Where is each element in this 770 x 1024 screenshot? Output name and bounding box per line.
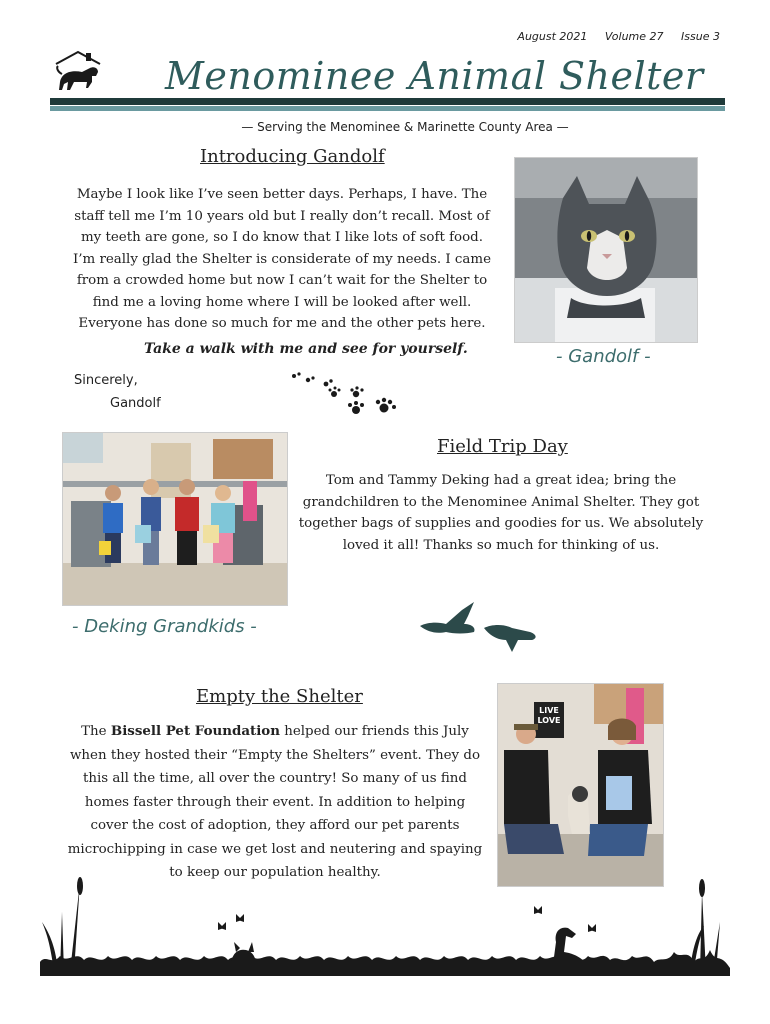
grandkids-caption: - Deking Grandkids - (72, 616, 257, 637)
story-line: I’m really glad the Shelter is considerate of my needs. I came (72, 251, 492, 267)
masthead-tagline: — Serving the Menominee & Marinette County Area — (241, 120, 569, 134)
story-line: from a crowded home but now I can’t wait for the Shelter to (76, 273, 488, 288)
signoff-sincerely: Sincerely, (74, 373, 138, 388)
signoff-name: Gandolf (110, 396, 161, 411)
gandolf-story (62, 184, 502, 335)
story-line: grandchildren to the Menominee Animal Shelter. They got (302, 494, 700, 510)
story-line: this all the time, all over the country! So many of us find (83, 771, 467, 786)
story-line: Tom and Tammy Deking had a great idea; bring the (325, 473, 677, 488)
empty-shelter-heading: Empty the Shelter (196, 686, 363, 707)
bissell-foundation-name: Bissell Pet Foundation (110, 723, 280, 739)
story-line: together bags of supplies and goodies for us. We absolutely (298, 516, 704, 531)
masthead-title: Menominee Animal Shelter (165, 54, 704, 98)
masthead-rule-dark (50, 98, 725, 105)
story-lead: The (81, 724, 111, 739)
gandolf-caption: - Gandolf - (556, 346, 651, 367)
story-line: staff tell me I’m 10 years old but I really don’t recall. Most of (74, 208, 490, 224)
story-line: homes faster through their event. In addition to helping (84, 794, 466, 810)
issue-date: August 2021 (517, 30, 588, 43)
story-line: to keep our population healthy. (169, 865, 381, 880)
issue-volume: Volume 27 (604, 30, 664, 43)
grandkids-photo (62, 432, 288, 606)
live-love-sign: LIVE LOVE (537, 706, 561, 725)
empty-shelter-story (60, 720, 490, 885)
adoption-photo (497, 683, 664, 887)
flying-ducks-icon (418, 600, 542, 656)
field-trip-heading: Field Trip Day (437, 436, 568, 457)
grass-silhouette-footer (40, 872, 730, 982)
gandolf-callout: Take a walk with me and see for yourself. (144, 341, 468, 357)
masthead-rule-light (50, 106, 725, 111)
story-line: my teeth are gone, so I do know that I like lots of soft food. (80, 230, 483, 245)
story-line: loved it all! Thanks so much for thinking of us. (342, 537, 660, 553)
paw-prints-icon (286, 368, 406, 420)
issue-number: Issue 3 (681, 30, 720, 43)
story-line: cover the cost of adoption, they afford our pet parents (90, 818, 460, 833)
issue-info (503, 30, 720, 43)
field-trip-story (292, 470, 710, 556)
adoption-scene (498, 684, 663, 886)
story-line: when they hosted their “Empty the Shelters” event. They do (69, 747, 481, 763)
story-line: Maybe I look like I’ve seen better days. Perhaps, I have. The (76, 187, 488, 202)
story-line: Everyone has done so much for me and the other pets here. (78, 316, 486, 331)
story-lead-rest: helped our friends this July (279, 724, 469, 739)
gandolf-heading: Introducing Gandolf (200, 146, 385, 167)
story-line: find me a loving home where I will be looked after well. (92, 294, 472, 310)
house-dog-logo-icon (52, 48, 104, 96)
gandolf-photo (514, 157, 698, 343)
story-line (60, 720, 490, 744)
story-line: microchipping in case we get lost and neutering and spaying (67, 841, 483, 857)
